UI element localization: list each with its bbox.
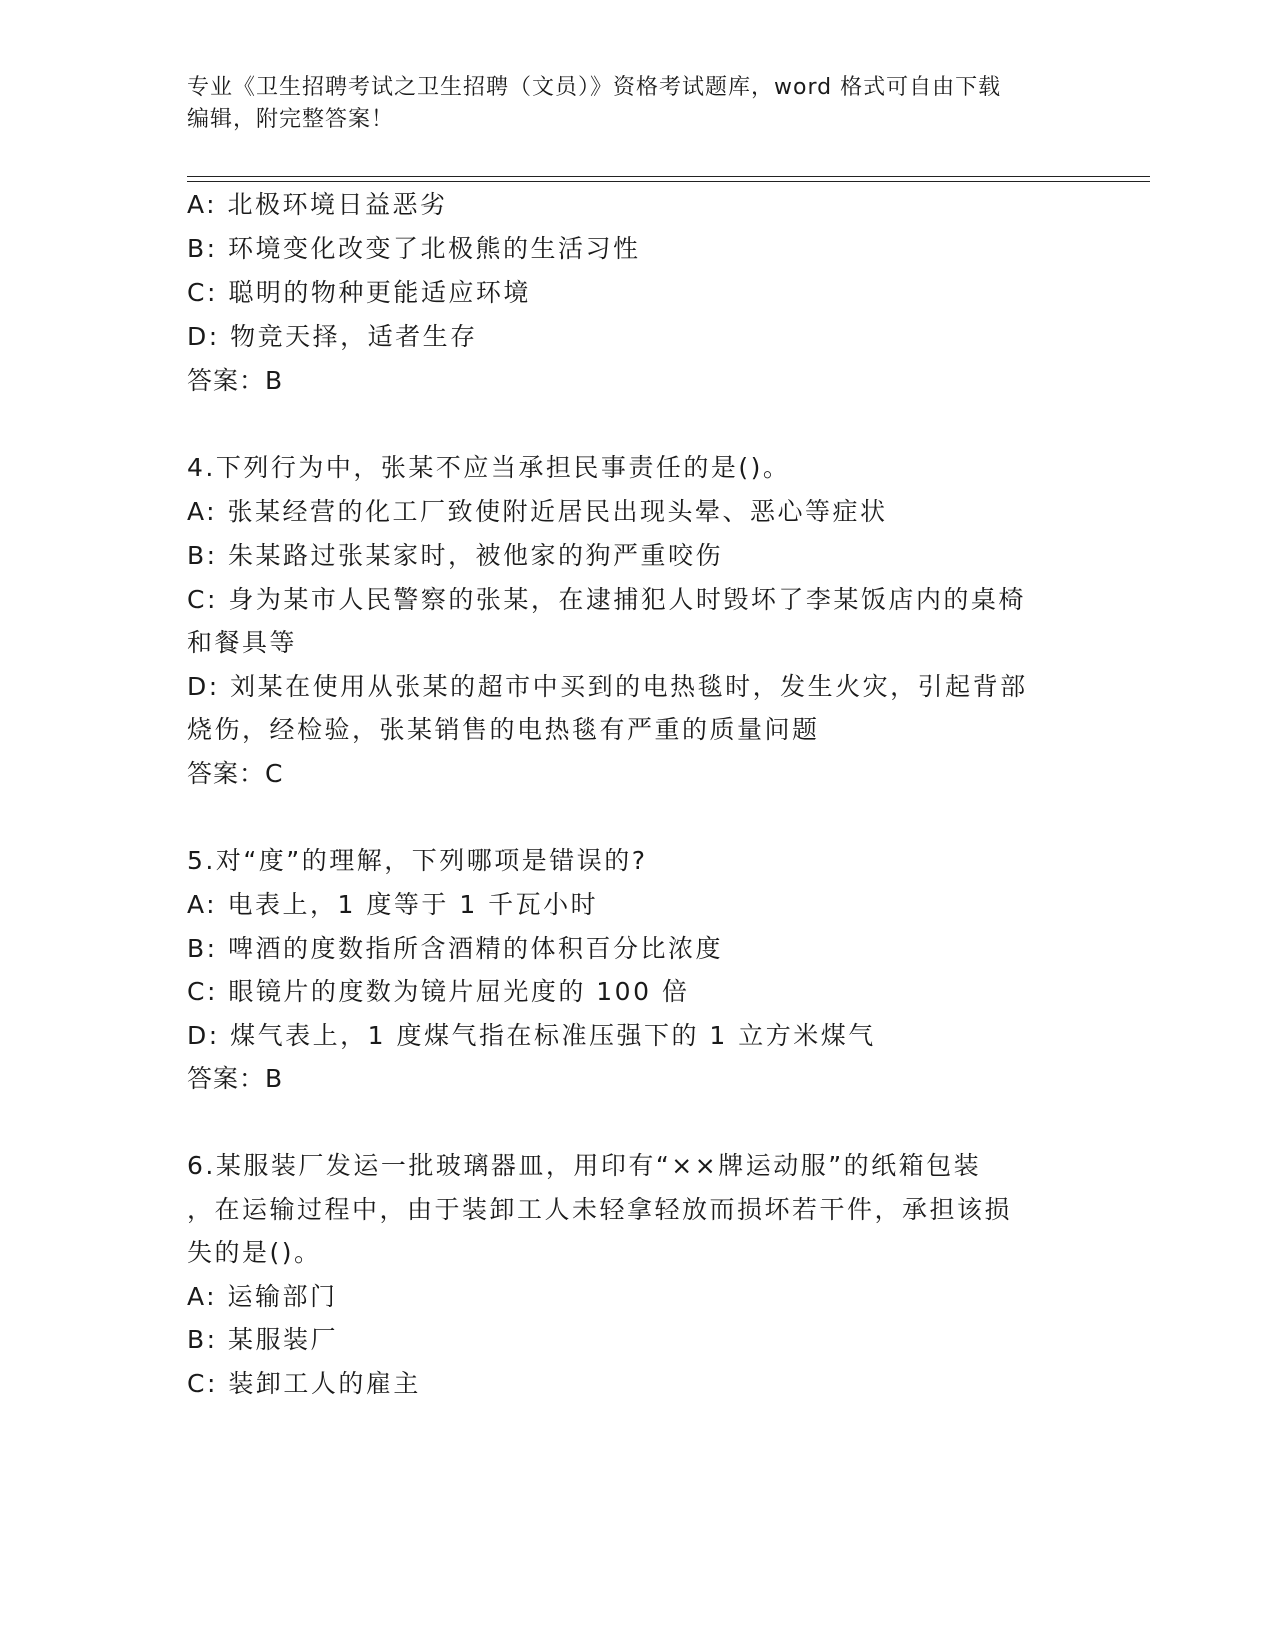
q3-option-c: C: 聪明的物种更能适应环境 xyxy=(187,278,531,307)
q6-question-line-1: 6.某服装厂发运一批玻璃器皿，用印有“××牌运动服”的纸箱包装 xyxy=(187,1151,982,1180)
q3-option-b: B: 环境变化改变了北极熊的生活习性 xyxy=(187,234,641,263)
q4-answer: 答案：C xyxy=(187,759,284,788)
q6-option-c: C: 装卸工人的雇主 xyxy=(187,1369,421,1398)
header-rule-bottom xyxy=(187,181,1150,182)
q5-answer: 答案：B xyxy=(187,1064,284,1093)
q5-option-b: B: 啤酒的度数指所含酒精的体积百分比浓度 xyxy=(187,934,724,963)
q5-option-a: A: 电表上，1 度等于 1 千瓦小时 xyxy=(187,890,599,919)
q4-question: 4.下列行为中，张某不应当承担民事责任的是()。 xyxy=(187,453,791,482)
q5-option-d: D: 煤气表上，1 度煤气指在标准压强下的 1 立方米煤气 xyxy=(187,1021,876,1050)
q4-option-d: D: 刘某在使用从张某的超市中买到的电热毯时，发生火灾，引起背部 xyxy=(187,672,1028,701)
q4-option-b: B: 朱某路过张某家时，被他家的狗严重咬伤 xyxy=(187,541,724,570)
q5-question: 5.对“度”的理解，下列哪项是错误的? xyxy=(187,846,648,875)
q3-answer: 答案：B xyxy=(187,366,284,395)
header-rule-top xyxy=(187,176,1150,177)
q3-option-a: A: 北极环境日益恶劣 xyxy=(187,190,448,219)
q4-option-a: A: 张某经营的化工厂致使附近居民出现头晕、恶心等症状 xyxy=(187,497,888,526)
header-line-2: 编辑，附完整答案！ xyxy=(187,107,395,132)
q4-option-c-cont: 和餐具等 xyxy=(187,628,298,657)
q4-option-c: C: 身为某市人民警察的张某，在逮捕犯人时毁坏了李某饭店内的桌椅 xyxy=(187,585,1026,614)
document-header xyxy=(187,72,1067,136)
q6-option-b: B: 某服装厂 xyxy=(187,1325,339,1354)
q4-option-d-cont: 烧伤，经检验，张某销售的电热毯有严重的质量问题 xyxy=(187,715,820,744)
q6-question-line-2: ，在运输过程中，由于装卸工人未轻拿轻放而损坏若干件，承担该损 xyxy=(187,1195,1013,1224)
q5-option-c: C: 眼镜片的度数为镜片屈光度的 100 倍 xyxy=(187,977,690,1006)
header-line-1: 专业《卫生招聘考试之卫生招聘（文员）》资格考试题库，word 格式可自由下载 xyxy=(187,75,1002,100)
q6-option-a: A: 运输部门 xyxy=(187,1282,338,1311)
q3-option-d: D: 物竞天择，适者生存 xyxy=(187,322,478,351)
q6-question-line-3: 失的是()。 xyxy=(187,1238,322,1267)
